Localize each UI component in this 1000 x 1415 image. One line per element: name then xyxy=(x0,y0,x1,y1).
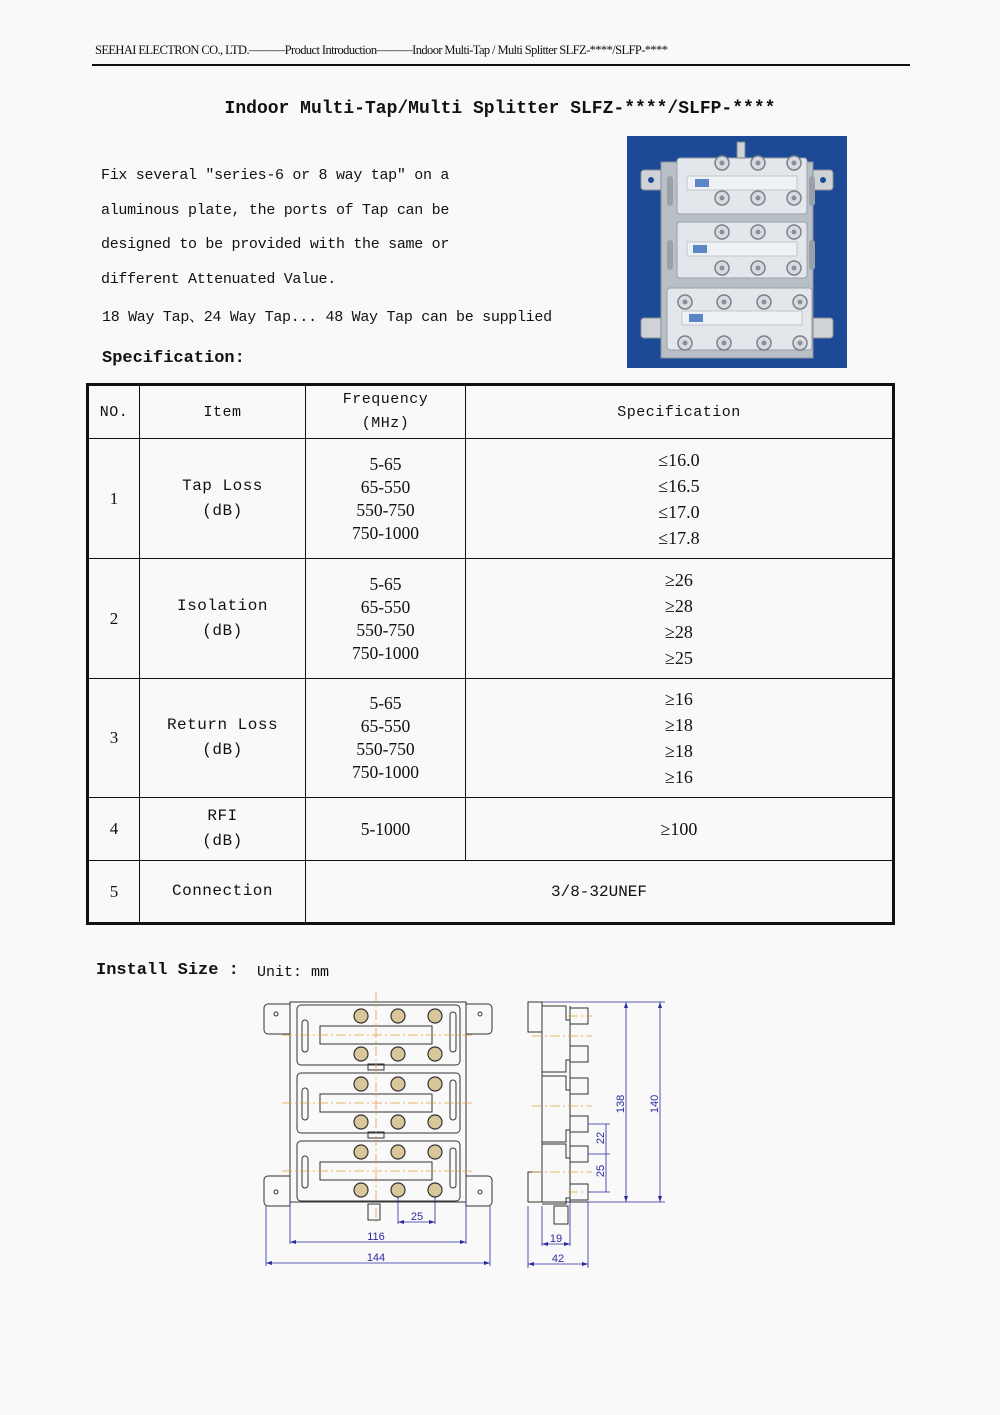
spec-value: ≤16.0 xyxy=(658,449,700,470)
running-header: SEEHAI ELECTRON CO., LTD.———Product Introduction———Indoor Multi-Tap / Multi Splitter SLFZ-****/SLFP-**** xyxy=(95,43,668,57)
dim-pitch-b: 25 xyxy=(595,1164,607,1178)
spec-value: ≤17.0 xyxy=(658,501,700,522)
row-frequency xyxy=(306,439,466,559)
frequency-value: 5-65 xyxy=(369,573,402,594)
frequency-value: 65-550 xyxy=(360,596,411,617)
intro-paragraph xyxy=(101,159,571,297)
page-title: Indoor Multi-Tap/Multi Splitter SLFZ-****/SLFP-**** xyxy=(224,99,776,119)
column-header-item: Item xyxy=(140,385,306,439)
row-number: 4 xyxy=(88,798,140,861)
connection-value: 3/8-32UNEF xyxy=(306,861,894,924)
item-name: Connection xyxy=(171,882,273,900)
row-item xyxy=(140,439,306,559)
row-frequency xyxy=(306,798,466,861)
intro-line: aluminous plate, the ports of Tap can be xyxy=(101,201,450,219)
row-number: 5 xyxy=(88,861,140,924)
product-photo-icon xyxy=(627,136,847,368)
item-name: Tap Loss xyxy=(182,476,263,495)
spec-value: ≥28 xyxy=(665,595,693,616)
supply-note: 18 Way Tap、24 Way Tap... 48 Way Tap can be supplied xyxy=(102,309,552,326)
row-specification xyxy=(466,439,894,559)
frequency-value: 750-1000 xyxy=(351,642,420,663)
frequency-value: 5-65 xyxy=(369,693,402,713)
item-name: RFI xyxy=(207,807,238,825)
item-unit: (dB) xyxy=(202,621,243,640)
item-unit: (dB) xyxy=(202,501,243,520)
table-row xyxy=(88,439,894,559)
frequency-unit: (MHz) xyxy=(361,415,410,432)
row-number: 3 xyxy=(88,679,140,798)
table-row xyxy=(88,559,894,679)
frequency-value: 65-550 xyxy=(360,476,411,497)
frequency-value: 750-1000 xyxy=(351,522,420,543)
spec-value: ≥100 xyxy=(660,819,698,839)
row-frequency xyxy=(306,679,466,798)
frequency-value: 550-750 xyxy=(356,739,415,759)
row-frequency xyxy=(306,559,466,679)
row-specification xyxy=(466,679,894,798)
spec-value: ≤17.8 xyxy=(658,527,700,548)
header-divider xyxy=(92,64,910,66)
spec-value: ≥25 xyxy=(665,647,693,668)
spec-value: ≥16 xyxy=(665,767,693,787)
frequency-value: 5-1000 xyxy=(360,818,411,839)
intro-line: Fix several ″series-6 or 8 way tap″ on a xyxy=(101,167,450,184)
dim-height-outer: 140 xyxy=(649,1094,661,1114)
table-row xyxy=(88,861,894,924)
intro-line: designed to be provided with the same or xyxy=(101,236,450,253)
item-unit: (dB) xyxy=(202,741,243,759)
item-unit: (dB) xyxy=(202,832,243,850)
spec-value: ≥28 xyxy=(665,621,693,642)
frequency-value: 550-750 xyxy=(356,499,415,520)
specification-heading: Specification: xyxy=(102,349,245,368)
spec-value: ≥18 xyxy=(665,715,693,735)
spec-value: ≥16 xyxy=(665,689,693,709)
dim-depth-outer: 42 xyxy=(551,1253,565,1265)
dim-inner-width: 116 xyxy=(367,1231,385,1243)
dim-pitch: 25 xyxy=(410,1211,424,1223)
row-item xyxy=(140,861,306,924)
frequency-value: 5-65 xyxy=(369,453,402,474)
dim-height-inner: 138 xyxy=(615,1094,627,1114)
frequency-label: Frequency xyxy=(342,391,429,408)
frequency-value: 550-750 xyxy=(356,619,415,640)
column-header-no: NO. xyxy=(88,385,140,439)
column-header-frequency xyxy=(306,385,466,439)
install-size-heading: Install Size : xyxy=(96,961,239,980)
row-number: 2 xyxy=(88,559,140,679)
intro-line: different Attenuated Value. xyxy=(101,270,336,288)
dim-depth-inner: 19 xyxy=(549,1233,563,1245)
frequency-value: 750-1000 xyxy=(351,762,420,782)
dim-pitch-a: 22 xyxy=(595,1131,607,1145)
table-row xyxy=(88,679,894,798)
item-name: Return Loss xyxy=(166,716,279,734)
install-unit: Unit: mm xyxy=(257,964,330,981)
spec-value: ≥18 xyxy=(665,741,693,761)
item-name: Isolation xyxy=(177,596,268,615)
spec-value: ≥26 xyxy=(665,569,693,590)
row-specification xyxy=(466,559,894,679)
side-view-drawing xyxy=(520,996,670,1270)
row-number: 1 xyxy=(88,439,140,559)
specification-table xyxy=(86,383,895,925)
row-specification xyxy=(466,798,894,861)
column-header-specification: Specification xyxy=(466,385,894,439)
product-photo xyxy=(627,136,847,368)
row-item xyxy=(140,559,306,679)
frequency-value: 65-550 xyxy=(360,716,411,736)
table-header-row xyxy=(88,385,894,439)
row-item xyxy=(140,679,306,798)
front-view-drawing xyxy=(262,990,494,1270)
dim-outer-width: 144 xyxy=(366,1252,386,1264)
row-item xyxy=(140,798,306,861)
spec-value: ≤16.5 xyxy=(658,475,700,496)
table-row xyxy=(88,798,894,861)
